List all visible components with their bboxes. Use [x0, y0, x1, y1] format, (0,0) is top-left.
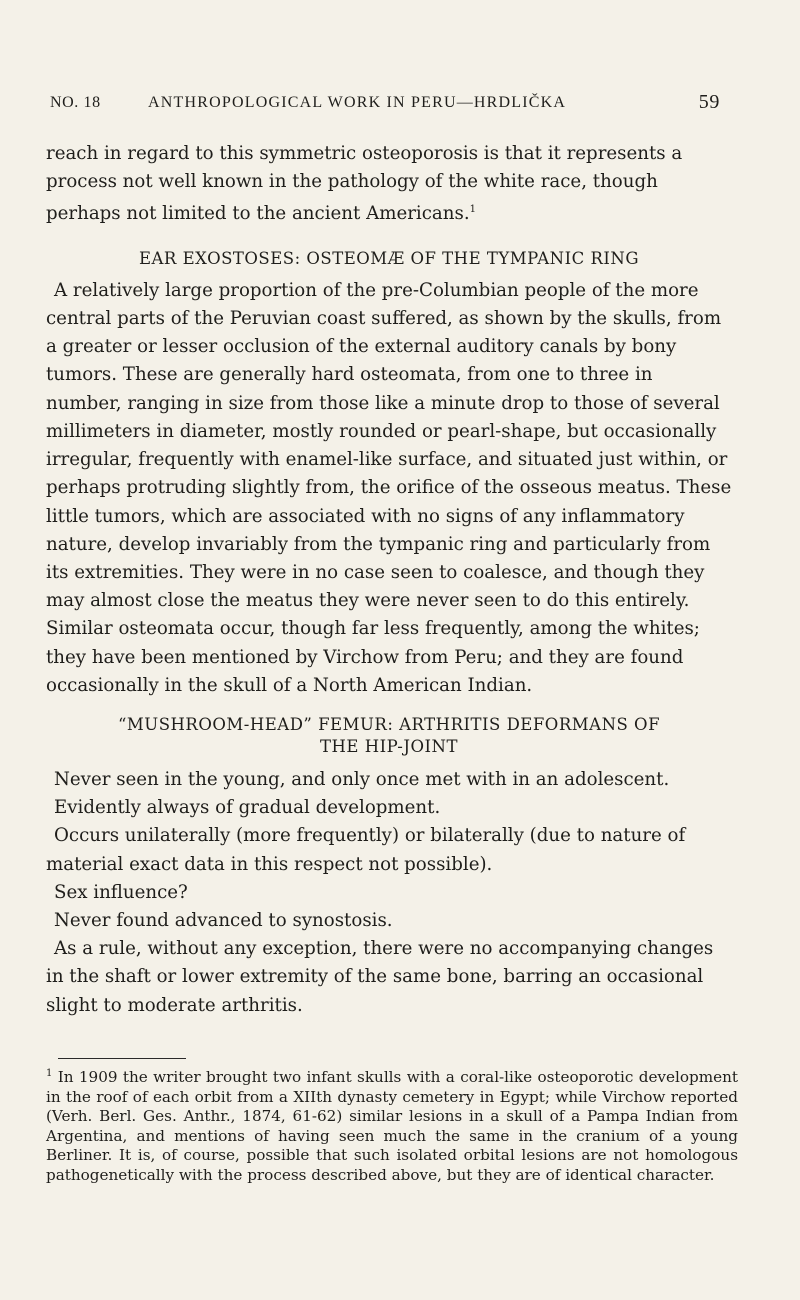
footnote-ref: 1	[469, 204, 476, 216]
femur-line: As a rule, without any exception, there were no accompanying changes in the shaft or lower extremity of the same bone, barring an occasional slight to moderate arthritis.	[46, 938, 714, 1016]
section-heading-line-2: THE HIP-JOINT	[320, 736, 458, 756]
footnote-divider	[58, 1058, 186, 1059]
running-header	[50, 91, 730, 122]
section-heading-ear-exostoses: EAR EXOSTOSES: OSTEOMÆ OF THE TYMPANIC RING	[138, 248, 640, 268]
body-text	[46, 140, 732, 1020]
femur-line: Evidently always of gradual development.	[54, 797, 441, 819]
femur-line: Never found advanced to synostosis.	[54, 909, 393, 931]
section-heading-mushroom-head-femur	[46, 714, 732, 758]
intro-text: reach in regard to this symmetric osteoporosis is that it represents a process not well known in the pathology of the white race, though perhaps not limited to the ancient Americans.	[46, 143, 683, 225]
issue-number: NO. 18	[50, 94, 101, 111]
footnote-text: In 1909 the writer brought two infant skulls with a coral-like osteoporotic development in the roof of each orbit from a XIIth dynasty cemetery in Egypt; while Virchow reported (Verh. Berl. Ges. Anthr., 1874, 61-62) similar lesions in a skull of a Pampa Indian from Argentina, and mentions of having seen much the same in the cranium of a young Berliner. It is, of course, possible that such isolated orbital lesions are not homologous pathogenetically with the process described above, but they are of identical character.	[46, 1068, 739, 1185]
running-title: ANTHROPOLOGICAL WORK IN PERU—HRDLIČKA	[148, 94, 567, 111]
section-heading-line-1: “MUSHROOM-HEAD” FEMUR: ARTHRITIS DEFORMANS OF	[117, 714, 661, 734]
footnote	[46, 1064, 738, 1186]
page-number: 59	[698, 91, 720, 113]
femur-line: Sex influence?	[54, 881, 188, 903]
femur-line: Never seen in the young, and only once met with in an adolescent.	[54, 768, 670, 790]
ear-exostoses-paragraph: A relatively large proportion of the pre-Columbian people of the more central parts of the Peruvian coast suffered, as shown by the skulls, from a greater or lesser occlusion of the external auditory canals by bony tumors. These are generally hard osteomata, from one to three in number, ranging in size from those like a minute drop to those of several millimeters in diameter, mostly rounded or pearl-shape, but occasionally irregular, frequently with enamel-like surface, and situated just within, or perhaps protruding slightly from, the orifice of the osseous meatus. These little tumors, which are associated with no signs of any inflammatory nature, develop invariably from the tympanic ring and particularly from its extremities. They were in no case seen to coalesce, and though they may almost close the meatus they were never seen to do this entirely. Similar osteomata occur, though far less frequently, among the whites; they have been mentioned by Virchow from Peru; and they are found occasionally in the skull of a North American Indian.	[46, 279, 732, 696]
footnote-marker: 1	[46, 1068, 53, 1079]
femur-line: Occurs unilaterally (more frequently) or bilaterally (due to nature of material exact data in this respect not possible).	[46, 825, 686, 875]
intro-paragraph	[46, 140, 732, 229]
